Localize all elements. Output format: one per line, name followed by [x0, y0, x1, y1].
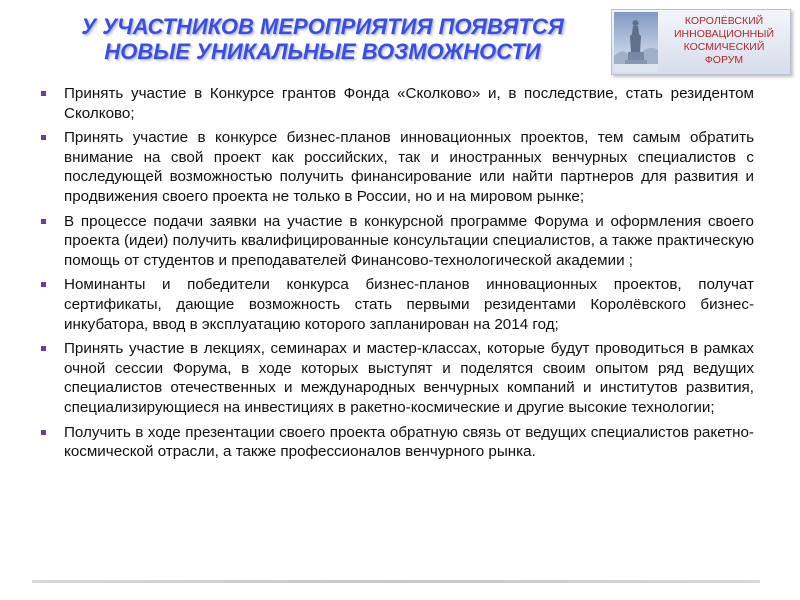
- square-bullet-icon: [41, 219, 46, 224]
- forum-logo: [611, 9, 791, 75]
- list-item: [40, 212, 754, 271]
- square-bullet-icon: [41, 91, 46, 96]
- list-item: [40, 84, 754, 123]
- footer-divider: [32, 580, 760, 583]
- square-bullet-icon: [41, 282, 46, 287]
- slide-title: [40, 14, 605, 64]
- slide-title-line-2: НОВЫЕ УНИКАЛЬНЫЕ ВОЗМОЖНОСТИ: [104, 39, 541, 64]
- list-item-text: Номинанты и победители конкурса бизнес-планов инновационных проектов, получат сертификаты, дающие возможность стать первыми резидентами Королёвского бизнес-инкубатора, ввод в эксплуатацию которого запланирован на 2014 год;: [64, 276, 754, 333]
- logo-line-1: КОРОЛЁВСКИЙ: [684, 15, 764, 27]
- logo-line-3: КОСМИЧЕСКИЙ: [683, 41, 765, 53]
- logo-line-4: ФОРУМ: [704, 54, 744, 66]
- list-item-text: Получить в ходе презентации своего проекта обратную связь от ведущих специалистов ракетно-космической отрасли, а также профессионалов венчурного рынка.: [64, 423, 754, 461]
- opportunities-list: [40, 84, 754, 467]
- list-item: [40, 339, 754, 417]
- list-item-text: Принять участие в Конкурсе грантов Фонда «Сколково» и, в последствие, стать резидентом Сколково;: [64, 85, 754, 122]
- list-item-text: В процессе подачи заявки на участие в конкурсной программе Форума и оформления своего проекта (идеи) получить квалифицированные консультации специалистов, а также практическую помощь от студентов и преподавателей Финансово-технологической академии ;: [64, 212, 754, 269]
- slide-title-line-1: У УЧАСТНИКОВ МЕРОПРИЯТИЯ ПОЯВЯТСЯ: [81, 14, 564, 39]
- list-item-text: Принять участие в лекциях, семинарах и мастер-классах, которые будут проводиться в рамках очной сессии Форума, в ходе которых выступят и поделятся своим опытом ряд ведущих специалистов отечественных и международных венчурных компаний и институтов развития, специализирующиеся на инвестициях в ракетно-космические и другие высокие технологии;: [64, 340, 754, 416]
- list-item: [40, 423, 754, 462]
- slide-header: [0, 0, 800, 80]
- square-bullet-icon: [41, 346, 46, 351]
- forum-logo-text: [660, 15, 788, 67]
- list-item: [40, 275, 754, 334]
- list-item: [40, 128, 754, 206]
- square-bullet-icon: [41, 430, 46, 435]
- square-bullet-icon: [41, 135, 46, 140]
- list-item-text: Принять участие в конкурсе бизнес-планов инновационных проектов, тем самым обратить внимание на свой проект как российских, так и иностранных венчурных специалистов с последующей возможностью получить финансирование или найти партнеров для развития и продвижения своего проекта не только в России, но и на мировом рынке;: [64, 129, 754, 205]
- logo-line-2: ИННОВАЦИОННЫЙ: [673, 28, 775, 40]
- monument-photo-icon: [614, 12, 658, 72]
